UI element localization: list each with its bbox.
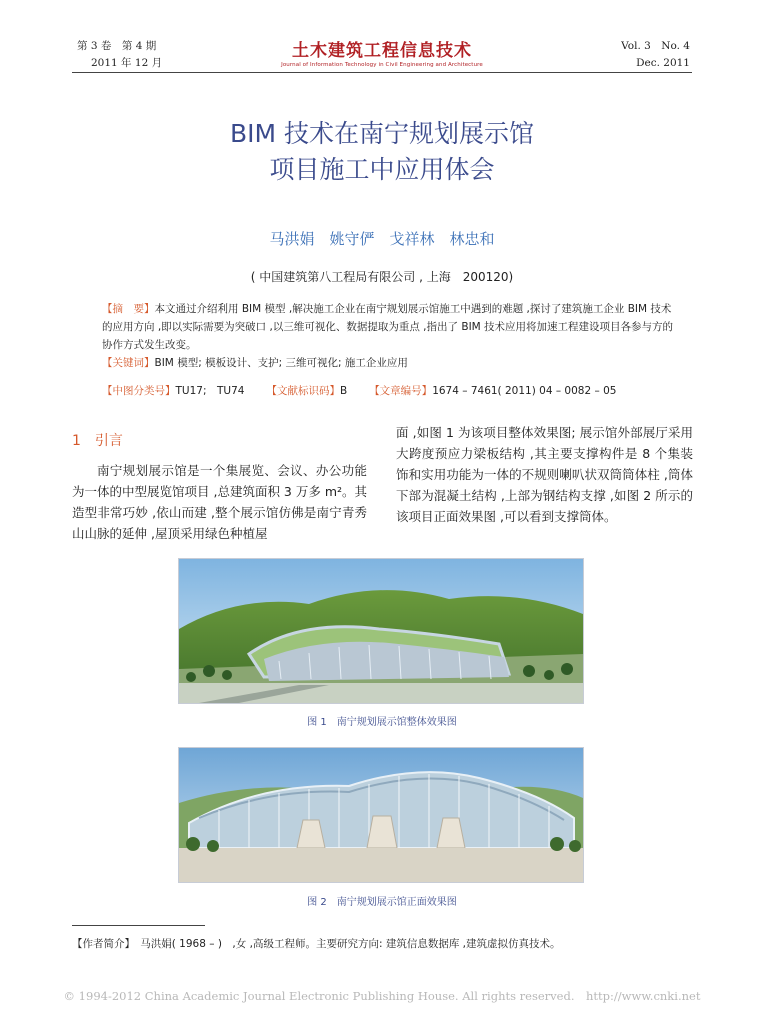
- footnote-text: 马洪娟( 1968 – ) ,女 ,高级工程师。主要研究方向: 建筑信息数据库 ,建筑虚拟仿真技术。: [140, 938, 561, 950]
- clc-label: 【中图分类号】: [102, 385, 176, 397]
- doc-code-text: B: [339, 385, 348, 397]
- issue-date: 2011 年 12 月: [91, 57, 163, 69]
- abstract-label: 【摘 要】: [102, 303, 155, 315]
- header-rule: [72, 72, 692, 73]
- issue-date-en: Dec. 2011: [636, 57, 690, 69]
- keywords-text: BIM 模型; 模板设计、支护; 三维可视化; 施工企业应用: [154, 357, 408, 369]
- article-title-line1: BIM 技术在南宁规划展示馆: [229, 119, 535, 148]
- abstract: [102, 300, 674, 372]
- author-affiliation: ( 中国建筑第八工程局有限公司 , 上海 200120): [250, 270, 514, 284]
- figure-1-image: [178, 558, 584, 704]
- volume-issue-en: Vol. 3 No. 4: [621, 40, 690, 52]
- body-paragraph-left: 南宁规划展示馆是一个集展览、会议、办公功能为一体的中型展览馆项目 ,总建筑面积 3 万多 m²。其造型非常巧妙 ,依山而建 ,整个展示馆仿佛是南宁青秀山山脉的延伸 ,屋顶采用绿色种植屋: [72, 463, 368, 541]
- classification-line: [102, 383, 702, 398]
- author-list: 马洪娟 姚守俨 戈祥林 林忠和: [269, 230, 495, 248]
- journal-issue-info: [77, 38, 162, 72]
- footnote-label: 【作者简介】: [72, 938, 130, 950]
- figure-2-image: [178, 747, 584, 883]
- clc-text: TU17; TU74: [175, 385, 245, 397]
- copyright-notice: © 1994-2012 China Academic Journal Electronic Publishing House. All rights reserved. http://www.cnki.net: [63, 989, 701, 1003]
- footnote-rule: [72, 925, 205, 926]
- article-no-label: 【文章编号】: [369, 385, 433, 397]
- journal-issue-info-en: [621, 38, 690, 72]
- article-title-line2: 项目施工中应用体会: [269, 155, 495, 184]
- journal-logo-title: 土木建筑工程信息技术: [292, 41, 472, 61]
- section-heading: 1 引言: [72, 433, 123, 449]
- body-paragraph-right: 面 ,如图 1 为该项目整体效果图; 展示馆外部展厅采用大跨度预应力梁板结构 ,其主要支撑构件是 8 个集装饰和实用功能为一体的不规则喇叭状双筒筒体柱 ,筒体下部为混凝土结构 ,上部为钢结构支撑 ,如图 2 所示的该项目正面效果图 ,可以看到支撑筒体。: [396, 425, 693, 524]
- figure-2-caption: 图 2 南宁规划展示馆正面效果图: [307, 897, 457, 908]
- journal-logo-subtitle: Journal of Information Technology in Civil Engineering and Architecture: [281, 62, 483, 68]
- volume-issue: 第 3 卷 第 4 期: [77, 40, 157, 52]
- article-no-text: 1674 – 7461( 2011) 04 – 0082 – 05: [432, 385, 617, 397]
- abstract-text: 本文通过介绍利用 BIM 模型 ,解决施工企业在南宁规划展示馆施工中遇到的难题 ,探讨了建筑施工企业 BIM 技术的应用方向 ,即以实际需要为突破口 ,以三维可视化、数据提取为重点 ,指出了 BIM 技术应用将加速工程建设项目各参与方的协作方式发生改变。: [102, 303, 674, 351]
- doc-code-label: 【文献标识码】: [266, 385, 340, 397]
- keywords-label: 【关键词】: [102, 357, 155, 369]
- author-footnote: [72, 936, 561, 951]
- figure-1-caption: 图 1 南宁规划展示馆整体效果图: [307, 717, 457, 728]
- journal-logo: [258, 36, 506, 68]
